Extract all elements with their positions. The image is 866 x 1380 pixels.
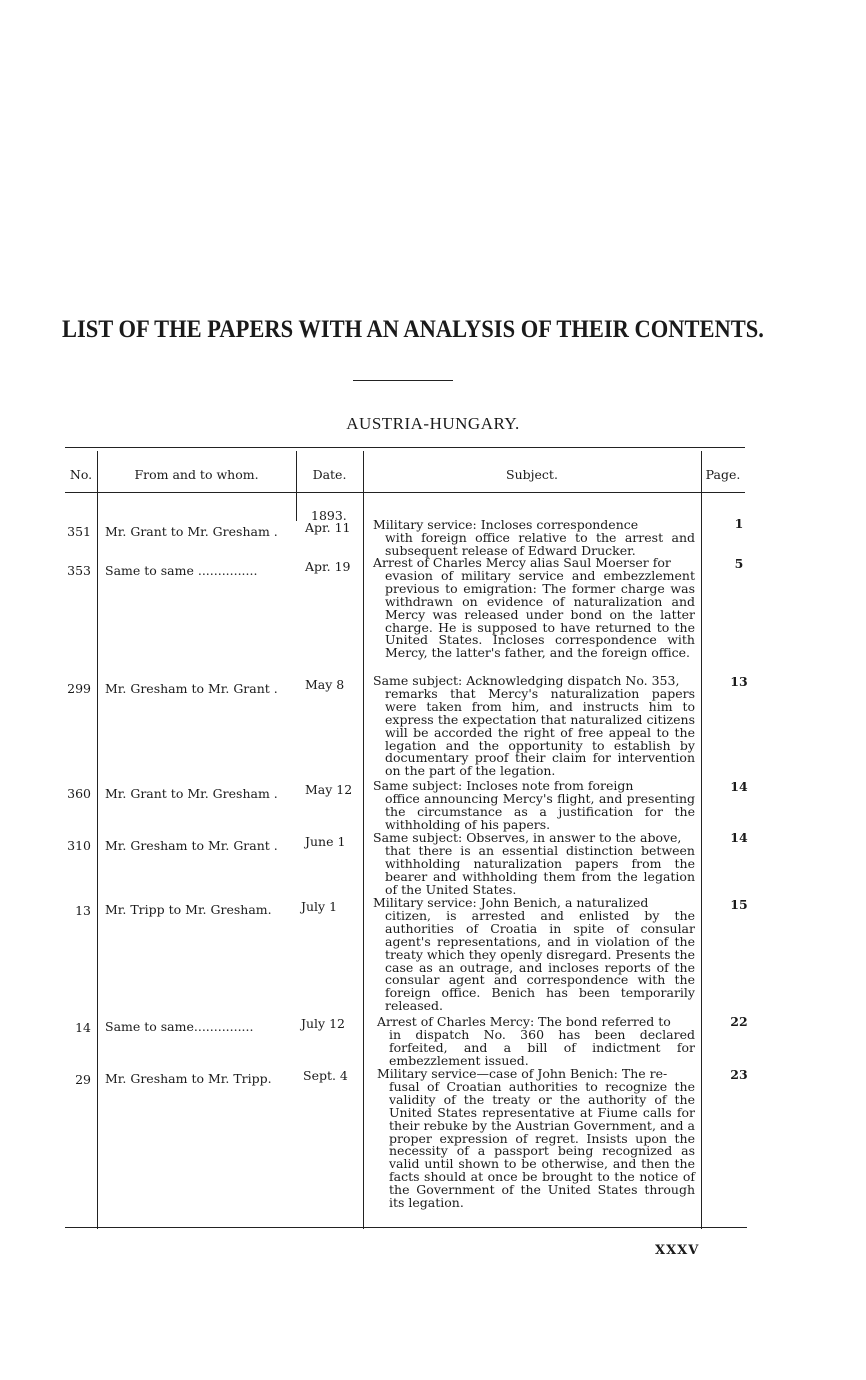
- document-title: LIST OF THE PAPERS WITH AN ANALYSIS OF THEIR CONTENTS.: [62, 316, 764, 343]
- row-subject: [373, 897, 695, 1013]
- subject-first-line: Arrest of Charles Mercy: The bond referred to: [377, 1014, 671, 1029]
- row-from-to: Mr. Gresham to Mr. Grant .: [105, 681, 278, 696]
- papers-table: [65, 447, 748, 1232]
- subject-first-line: Same subject: Incloses note from foreign: [373, 778, 634, 793]
- subject-continuation: in dispatch No. 360 has been declared forfeited, and a bill of indictment for embezzlement issued.: [389, 1026, 695, 1068]
- subject-first-line: Same subject: Observes, in answer to the above,: [373, 830, 682, 845]
- row-subject: [377, 1016, 695, 1068]
- row-no: 13: [75, 903, 91, 918]
- row-no: 351: [67, 524, 91, 539]
- header-page: Page.: [705, 467, 741, 482]
- row-date: Apr. 19: [305, 559, 351, 574]
- row-page: 14: [730, 830, 748, 845]
- row-no: 14: [75, 1020, 91, 1035]
- title-rule: [353, 380, 453, 381]
- row-date: June 1: [305, 834, 346, 849]
- row-subject: [373, 780, 695, 832]
- subject-continuation: evasion of military service and embezzlement previous to emigration: The former charge was withdrawn on evidence of naturalization and Mercy was released under bond on the latter charge. He is supposed to have returned to the United States. Incloses correspondence with Mercy, the latter's father, and the foreign office.: [385, 567, 695, 661]
- subject-continuation: fusal of Croatian authorities to recognize the validity of the treaty or the authority of the United States representative at Fiume calls for their rebuke by the Austrian Government, and a proper expression of regret. Insists upon the necessity of a passport being recognized as valid until shown to be otherwise, and then the facts should at once be brought to the notice of the Government of the United States through its legation.: [389, 1078, 695, 1211]
- column-divider: [97, 451, 98, 1229]
- subject-continuation: citizen, is arrested and enlisted by the authorities of Croatia in spite of consular agent's representations, and in violation of the treaty which they openly disregard. Presents the case as an outrage, and incloses reports of the consular agent and correspondence with the foreign office. Benich has been temporarily released.: [385, 907, 695, 1014]
- row-from-to: Mr. Grant to Mr. Gresham .: [105, 786, 278, 801]
- subject-first-line: Military service: John Benich, a naturalized: [373, 895, 649, 910]
- subject-continuation: office announcing Mercy's flight, and presenting the circumstance as a justification for the withholding of his papers.: [385, 790, 695, 832]
- row-from-to: Mr. Gresham to Mr. Tripp.: [105, 1071, 272, 1086]
- subject-first-line: Same subject: Acknowledging dispatch No. 353,: [373, 673, 680, 688]
- row-from-to: Mr. Grant to Mr. Gresham .: [105, 524, 278, 539]
- row-no: 310: [67, 838, 91, 853]
- subject-first-line: Arrest of Charles Mercy alias Saul Moerser for: [373, 555, 671, 570]
- row-page: 13: [730, 674, 748, 689]
- subject-continuation: with foreign office relative to the arrest and subsequent release of Edward Drucker.: [385, 529, 695, 558]
- row-date: July 1: [301, 899, 338, 914]
- row-from-to: Same to same...............: [105, 1019, 254, 1034]
- column-divider: [701, 451, 702, 1229]
- row-no: 29: [75, 1072, 91, 1087]
- row-page: 23: [730, 1067, 748, 1082]
- subject-continuation: that there is an essential distinction between withholding naturalization papers from the bearer and withholding them from the legation of the United States.: [385, 842, 695, 897]
- section-heading: AUSTRIA-HUNGARY.: [346, 414, 520, 433]
- year-label: 1893.: [311, 508, 347, 523]
- row-page: 15: [730, 897, 748, 912]
- subject-first-line: Military service: Incloses correspondence: [373, 517, 639, 532]
- subject-first-line: Military service—case of John Benich: The re-: [377, 1066, 668, 1081]
- header-subject: Subject.: [506, 467, 558, 482]
- row-page: 5: [734, 556, 744, 571]
- row-page: 22: [730, 1014, 748, 1029]
- row-page: 14: [730, 779, 748, 794]
- column-divider: [363, 451, 364, 1229]
- row-date: May 12: [305, 782, 353, 797]
- table-bottom-rule: [65, 1227, 747, 1228]
- row-subject: [377, 1068, 695, 1210]
- row-subject: [373, 557, 695, 660]
- header-bottom-rule: [65, 492, 745, 493]
- column-divider: [296, 451, 297, 521]
- row-subject: [373, 832, 695, 897]
- header-from-to: From and to whom.: [134, 467, 259, 482]
- row-subject: [373, 519, 695, 558]
- row-from-to: Mr. Gresham to Mr. Grant .: [105, 838, 278, 853]
- row-no: 299: [67, 681, 91, 696]
- table-top-rule: [65, 447, 745, 448]
- page-folio: XXXV: [655, 1243, 700, 1258]
- row-from-to: Same to same ...............: [105, 563, 258, 578]
- row-date: Sept. 4: [303, 1068, 348, 1083]
- row-page: 1: [734, 516, 744, 531]
- row-date: Apr. 11: [305, 520, 351, 535]
- header-no: No.: [69, 467, 93, 482]
- row-no: 360: [67, 786, 91, 801]
- row-from-to: Mr. Tripp to Mr. Gresham.: [105, 902, 272, 917]
- subject-continuation: remarks that Mercy's naturalization papers were taken from him, and instructs him to express the expectation that naturalized citizens will be accorded the right of free appeal to the legation and the opportunity to establish by documentary proof their claim for intervention on the part of the legation.: [385, 685, 695, 779]
- header-date: Date.: [312, 467, 347, 482]
- row-date: July 12: [301, 1016, 346, 1031]
- row-subject: [373, 675, 695, 778]
- row-date: May 8: [305, 677, 345, 692]
- row-no: 353: [67, 563, 91, 578]
